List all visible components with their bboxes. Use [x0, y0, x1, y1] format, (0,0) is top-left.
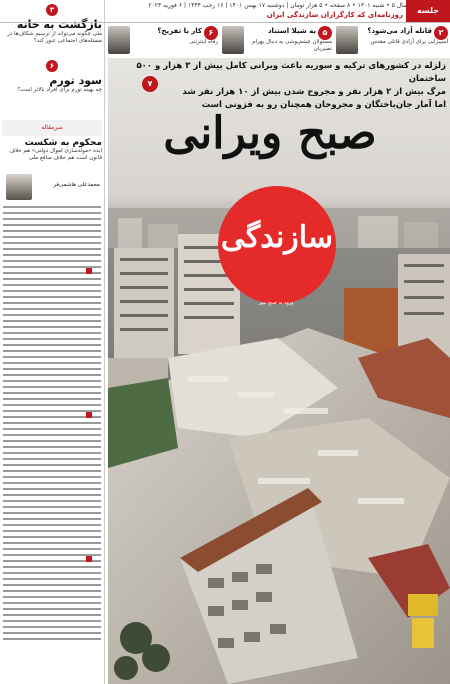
- page-badge: ۶: [204, 26, 218, 40]
- photo-credit: ورود به صبح نیوز: [258, 300, 294, 306]
- author-name: محمدعلی هاشمی‌فر: [53, 182, 100, 188]
- lede-text: [116, 60, 446, 112]
- masthead-tagline: روزنامه‌ای که کارگزاران سازندگی ایران: [266, 11, 403, 19]
- main-headline: صبح ویرانی: [163, 108, 377, 159]
- teaser-freedom[interactable]: [336, 24, 450, 56]
- paragraph-marker: [86, 412, 92, 418]
- newspaper-logo: [218, 186, 336, 304]
- teaser-subtitle: ملی چگونه می‌تواند از ترسیم شکاف‌ها در مسئله‌های اجتماعی عبور کند؟: [7, 31, 102, 44]
- page-badge: ۳: [46, 4, 58, 16]
- editorial-title: محکوم به شکست: [24, 138, 102, 148]
- left-column: [0, 0, 105, 684]
- page-badge: ۷: [142, 76, 158, 92]
- teaser-subtitle: چه بهینه تورم برای افراد بالاتر است؟: [17, 87, 102, 93]
- section-label: سرمقاله: [2, 120, 102, 136]
- portrait-photo: [222, 26, 244, 54]
- page-badge: ۵: [318, 26, 332, 40]
- teaser-subtitle: آسیبزایی برای آزادی قاتلی مقدس: [370, 39, 448, 45]
- lede-line: مرگ بیش از ۲ هزار نفر و مجروح شدن بیش از ۱۰ هزار نفر شد: [182, 87, 446, 97]
- teaser-strip: [108, 24, 450, 56]
- teaser-title: بازگشت به خانه: [16, 18, 102, 31]
- editorial-subtitle: ایده «مولدسازی اموال دولتی» هم خلاف قانون است هم خلاف منافع ملی: [9, 148, 102, 161]
- paragraph-marker: [86, 556, 92, 562]
- masthead-corner: جلسه: [406, 0, 450, 22]
- teaser-title: سود تورم: [49, 74, 102, 87]
- lede-line: اما آمار جان‌باختگان و مجروحان همچنان رو به فزونی است: [201, 100, 446, 110]
- teaser-box-inflation[interactable]: [2, 60, 102, 110]
- teaser-subtitle: مسئولان چشم‌پوشی به دنبال بهرام نصیریان: [252, 39, 332, 52]
- teaser-title: قاتله آزاد می‌شود؟: [367, 27, 432, 35]
- paragraph-marker: [86, 268, 92, 274]
- author-photo: [6, 174, 32, 200]
- page-badge: ۶: [46, 60, 58, 72]
- teaser-stand[interactable]: [222, 24, 334, 56]
- teaser-title: کار یا تفریح؟: [157, 27, 202, 35]
- teaser-title: به شیلا استناد: [267, 27, 316, 35]
- portrait-photo: [108, 26, 130, 54]
- teaser-subtitle: رفاه اینترنتی: [189, 39, 218, 45]
- teaser-work[interactable]: [108, 24, 220, 56]
- date-line: سال ۵ • شنبه ۱۳۰۱ • ۸ صفحه • ۵ هزار تومان | دوشنبه ۱۷ بهمن ۱۴۰۱ | ۱۶ رجب ۱۴۴۴ | ۶ فوریه ۲۰۲۳: [148, 2, 408, 9]
- logo-text: سازندگی: [220, 220, 334, 255]
- masthead-bar: [0, 0, 450, 23]
- lede-line: زلزله در کشورهای ترکیه و سوریه باعث ویرانی کامل بیش از ۳ هزار و ۵۰۰ ساختمان: [136, 61, 446, 84]
- editorial-header[interactable]: [2, 138, 102, 162]
- page-badge: ۲: [434, 26, 448, 40]
- portrait-photo: [336, 26, 358, 54]
